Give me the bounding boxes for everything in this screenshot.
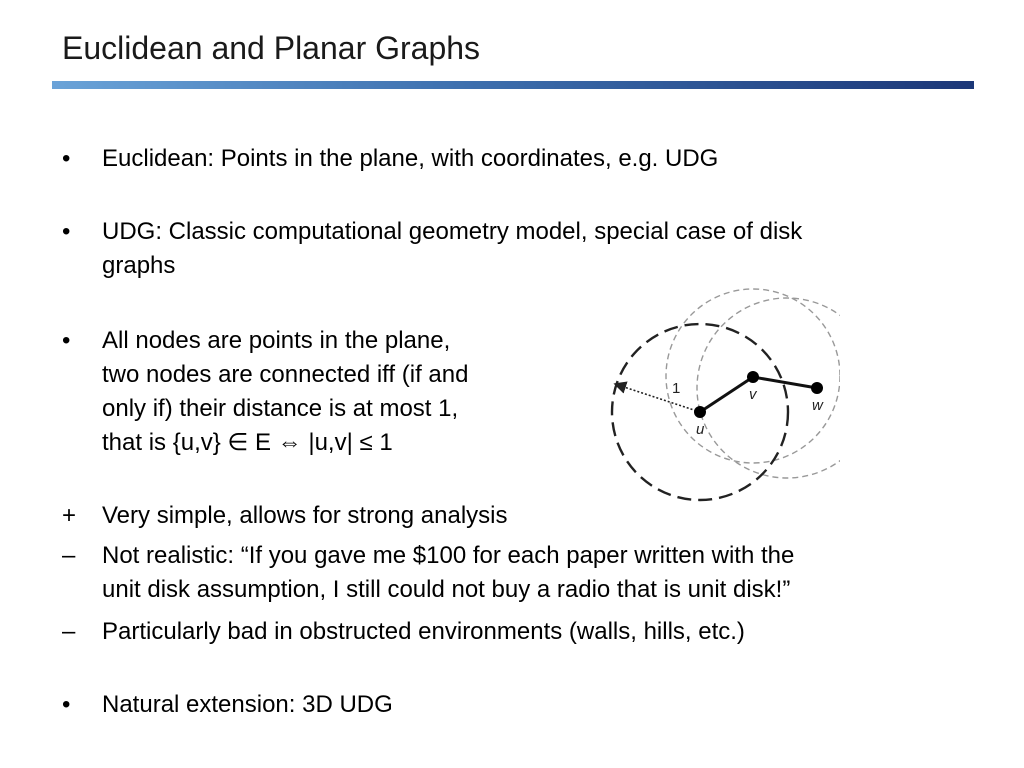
bullet-text (102, 688, 393, 722)
node-label-w: w (812, 397, 823, 414)
node-label-v: v (749, 386, 757, 403)
bullet-line: two nodes are connected iff (if and (102, 361, 469, 388)
bullet-text (102, 499, 508, 533)
bullet-line: Natural extension: 3D UDG (102, 691, 393, 718)
bullet-text (102, 539, 794, 607)
bullet-line: Particularly bad in obstructed environments (walls, hills, etc.) (102, 618, 745, 645)
bullet-line: graphs (102, 252, 176, 279)
bullet-line: Euclidean: Points in the plane, with coordinates, e.g. UDG (102, 145, 719, 172)
radius-label: 1 (672, 380, 681, 397)
bullet-text (102, 324, 468, 460)
unit-disk-diagram (600, 288, 840, 504)
unit-disk-svg (600, 288, 840, 504)
dash-marker: – (62, 542, 76, 569)
node-u (694, 406, 706, 418)
radius-arrow (615, 384, 700, 412)
plus-marker: + (62, 502, 77, 529)
bullet-line: only if) their distance is at most 1, (102, 395, 459, 422)
bullet-marker: • (62, 218, 71, 245)
node-w (811, 382, 823, 394)
node-v (747, 371, 759, 383)
edge-u-v (700, 377, 753, 412)
bullet-line: Very simple, allows for strong analysis (102, 502, 508, 529)
bullet-marker: • (62, 327, 71, 354)
slide-title: Euclidean and Planar Graphs (62, 30, 481, 66)
bullet-marker: • (62, 691, 71, 718)
node-label-u: u (696, 421, 705, 438)
bullet-line: Not realistic: “If you gave me $100 for each paper written with the (102, 542, 795, 569)
bullet-text (102, 215, 802, 283)
bullet-line: unit disk assumption, I still could not buy a radio that is unit disk!” (102, 576, 791, 603)
bullet-marker: • (62, 145, 71, 172)
bullet-line: that is {u,v} ∈ E ⇔ |u,v| ≤ 1 (102, 429, 393, 456)
bullet-line: All nodes are points in the plane, (102, 327, 451, 354)
title-underline (52, 81, 974, 89)
bullet-text (102, 142, 718, 176)
dash-marker: – (62, 618, 76, 645)
bullet-text (102, 615, 745, 649)
bullet-line: UDG: Classic computational geometry model, special case of disk (102, 218, 803, 245)
